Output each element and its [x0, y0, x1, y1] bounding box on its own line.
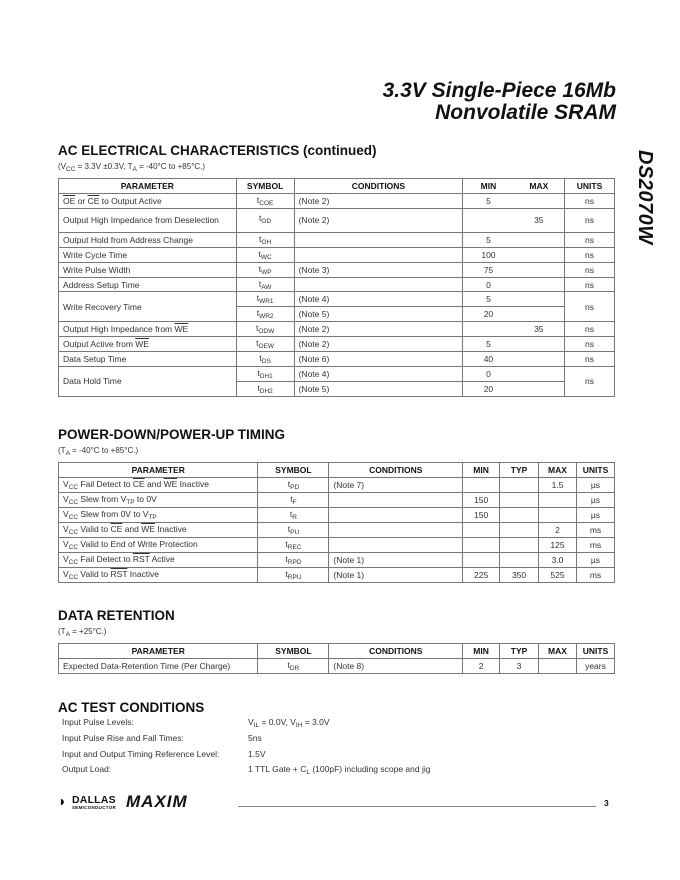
symbol-cell: $t_F$: [258, 493, 329, 508]
table-row: Address Setup Time $t_{AW}$ 0 ns: [59, 277, 615, 292]
col-header-units: UNITS: [576, 644, 614, 659]
param-cell: Write Pulse Width: [59, 262, 237, 277]
units-cell: years: [576, 659, 614, 674]
conditions-cell: [294, 247, 463, 262]
ac-section-conditions: ($V_{CC} = 3.3V \pm 0.3V$, $T_A = -40^\circ C$ to +85°C.): [58, 162, 206, 173]
table-row: $t_{WR2}$ (Note 5) 20: [59, 307, 615, 322]
power-section-conditions: ($T_A = -40^\circ C$ to +85°C.): [58, 446, 139, 457]
table-row: $V_{CC}$ Valid to $\overline{RST}$ Inactive $t_{RPU}$ (Note 1) 225 350 525 ms: [59, 568, 615, 583]
table-row: Output High Impedance from Deselection $t_{OD}$ (Note 2) 35 ns: [59, 208, 615, 232]
power-timing-table: [58, 462, 615, 583]
data-retention-table: [58, 643, 615, 674]
table-row: Expected Data-Retention Time (Per Charge) $t_{DR}$ (Note 8) 2 3 years: [59, 659, 615, 674]
param-cell: Address Setup Time: [59, 277, 237, 292]
param-cell: $V_{CC}$ Fail Detect to $\overline{CE}$ and $\overline{WE}$ Inactive: [59, 478, 258, 493]
units-cell: ns: [565, 366, 615, 396]
col-header-symbol: SYMBOL: [258, 463, 329, 478]
param-cell: Output High Impedance from $\overline{WE}$: [59, 322, 237, 337]
table-row: $\overline{OE}$ or $\overline{CE}$ to Output Active $t_{COE}$ (Note 2) 5 ns: [59, 194, 615, 209]
table-row: Data Hold Time $t_{DH1}$ (Note 4) 0 ns: [59, 366, 615, 381]
symbol-cell: $t_{WR2}$: [236, 307, 294, 322]
col-header-max: MAX: [539, 463, 577, 478]
table-row: Output High Impedance from $\overline{WE}$ $t_{ODW}$ (Note 2) 35 ns: [59, 322, 615, 337]
col-header-parameter: PARAMETER: [59, 463, 258, 478]
col-header-parameter: PARAMETER: [59, 179, 237, 194]
retention-section-conditions: $(T_A = +25^\circ C.)$: [58, 627, 107, 638]
units-cell: ns: [565, 262, 615, 277]
units-cell: ms: [576, 538, 614, 553]
units-cell: ns: [565, 352, 615, 367]
table-row: Output Hold from Address Change $t_{OH}$ 5 ns: [59, 232, 615, 247]
units-cell: µs: [576, 478, 614, 493]
ac-section-title: AC ELECTRICAL CHARACTERISTICS (continued): [58, 143, 377, 158]
param-cell: Output Active from $\overline{WE}$: [59, 337, 237, 352]
power-section-title: POWER-DOWN/POWER-UP TIMING: [58, 427, 285, 442]
title-line-1: 3.3V Single-Piece 16Mb: [382, 79, 616, 102]
symbol-cell: $t_{ODW}$: [236, 322, 294, 337]
part-number-side-label: DS2070W: [634, 150, 656, 245]
page-number: 3: [604, 798, 609, 808]
col-header-conditions: CONDITIONS: [294, 179, 463, 194]
symbol-cell: $t_{PU}$: [258, 523, 329, 538]
param-cell: Data Hold Time: [59, 366, 237, 396]
units-cell: ms: [576, 523, 614, 538]
table-row: $V_{CC}$ Fail Detect to $\overline{CE}$ and $\overline{WE}$ Inactive $t_{PD}$ (Note 7) 1.5 µs: [59, 478, 615, 493]
col-header-min-max: MIN MAX: [463, 179, 565, 194]
symbol-cell: $t_{OEW}$: [236, 337, 294, 352]
param-cell: Expected Data-Retention Time (Per Charge): [59, 659, 258, 674]
conditions-cell: (Note 6): [294, 352, 463, 367]
conditions-cell: (Note 8): [329, 659, 463, 674]
col-header-conditions: CONDITIONS: [329, 644, 463, 659]
param-cell: $V_{CC}$ Fail Detect to $\overline{RST}$ Active: [59, 553, 258, 568]
col-header-units: UNITS: [576, 463, 614, 478]
symbol-cell: $t_{REC}$: [258, 538, 329, 553]
col-header-min: MIN: [463, 463, 500, 478]
units-cell: ms: [576, 568, 614, 583]
conditions-cell: [329, 538, 463, 553]
symbol-cell: $t_{WC}$: [236, 247, 294, 262]
conditions-cell: (Note 2): [294, 322, 463, 337]
table-row: Write Recovery Time $t_{WR1}$ (Note 4) 5 ns: [59, 292, 615, 307]
param-cell: Output High Impedance from Deselection: [59, 208, 237, 232]
table-row: Write Cycle Time $t_{WC}$ 100 ns: [59, 247, 615, 262]
conditions-cell: [294, 277, 463, 292]
param-cell: Data Setup Time: [59, 352, 237, 367]
param-cell: $\overline{OE}$ or $\overline{CE}$ to Output Active: [59, 194, 237, 209]
symbol-cell: $t_{OD}$: [236, 208, 294, 232]
symbol-cell: $t_{DS}$: [236, 352, 294, 367]
param-cell: Write Recovery Time: [59, 292, 237, 322]
param-cell: $V_{CC}$ Slew from $V_{TP}$ to 0V: [59, 493, 258, 508]
param-cell: $V_{CC}$ Slew from 0V to $V_{TP}$: [59, 508, 258, 523]
table-row: Data Setup Time $t_{DS}$ (Note 6) 40 ns: [59, 352, 615, 367]
col-header-symbol: SYMBOL: [258, 644, 329, 659]
table-header-row: [59, 644, 615, 659]
table-row: $V_{CC}$ Slew from $V_{TP}$ to 0V $t_F$ 150 µs: [59, 493, 615, 508]
table-row: $V_{CC}$ Valid to End of Write Protection $t_{REC}$ 125 ms: [59, 538, 615, 553]
col-header-parameter: PARAMETER: [59, 644, 258, 659]
units-cell: ns: [565, 322, 615, 337]
conditions-cell: (Note 2): [294, 337, 463, 352]
param-cell: $V_{CC}$ Valid to End of Write Protection: [59, 538, 258, 553]
conditions-cell: (Note 3): [294, 262, 463, 277]
table-row: $V_{CC}$ Fail Detect to $\overline{RST}$ Active $t_{RPD}$ (Note 1) 3.0 µs: [59, 553, 615, 568]
maxim-logo: MAXIM: [126, 792, 188, 811]
table-row: $t_{DH2}$ (Note 5) 20: [59, 381, 615, 396]
symbol-cell: $t_R$: [258, 508, 329, 523]
symbol-cell: $t_{DH2}$: [236, 381, 294, 396]
symbol-cell: $t_{OH}$: [236, 232, 294, 247]
conditions-cell: (Note 2): [294, 194, 463, 209]
table-header-row: [59, 463, 615, 478]
symbol-cell: $t_{AW}$: [236, 277, 294, 292]
col-header-min: MIN: [463, 644, 500, 659]
symbol-cell: $t_{WR1}$: [236, 292, 294, 307]
col-header-conditions: CONDITIONS: [329, 463, 463, 478]
retention-section-title: DATA RETENTION: [58, 608, 175, 623]
units-cell: ns: [565, 337, 615, 352]
units-cell: µs: [576, 508, 614, 523]
units-cell: ns: [565, 232, 615, 247]
symbol-cell: $t_{DH1}$: [236, 366, 294, 381]
param-cell: Output Hold from Address Change: [59, 232, 237, 247]
conditions-cell: (Note 1): [329, 553, 463, 568]
units-cell: ns: [565, 247, 615, 262]
footer-divider: [238, 806, 596, 807]
table-header-row: [59, 179, 615, 194]
symbol-cell: $t_{WP}$: [236, 262, 294, 277]
symbol-cell: $t_{COE}$: [236, 194, 294, 209]
conditions-cell: [294, 232, 463, 247]
table-row: $V_{CC}$ Valid to $\overline{CE}$ and $\overline{WE}$ Inactive $t_{PU}$ 2 ms: [59, 523, 615, 538]
conditions-cell: (Note 4): [294, 366, 463, 381]
ac-characteristics-table: [58, 178, 615, 397]
table-row: $V_{CC}$ Slew from 0V to $V_{TP}$ $t_R$ 150 µs: [59, 508, 615, 523]
dallas-logo-icon: ◗: [58, 793, 67, 809]
document-title: [383, 80, 616, 124]
param-cell: Write Cycle Time: [59, 247, 237, 262]
conditions-cell: (Note 7): [329, 478, 463, 493]
conditions-cell: (Note 2): [294, 208, 463, 232]
col-header-units: UNITS: [565, 179, 615, 194]
table-row: Write Pulse Width $t_{WP}$ (Note 3) 75 ns: [59, 262, 615, 277]
units-cell: ns: [565, 208, 615, 232]
conditions-cell: (Note 1): [329, 568, 463, 583]
col-header-symbol: SYMBOL: [236, 179, 294, 194]
units-cell: µs: [576, 493, 614, 508]
col-header-typ: TYP: [500, 463, 539, 478]
symbol-cell: $t_{RPD}$: [258, 553, 329, 568]
conditions-cell: (Note 5): [294, 381, 463, 396]
conditions-cell: [329, 523, 463, 538]
title-line-2: Nonvolatile SRAM: [435, 101, 616, 124]
conditions-cell: [329, 493, 463, 508]
col-header-typ: TYP: [500, 644, 539, 659]
units-cell: ns: [565, 194, 615, 209]
test-section-title: AC TEST CONDITIONS: [58, 700, 205, 715]
table-row: Output Active from $\overline{WE}$ $t_{OEW}$ (Note 2) 5 ns: [59, 337, 615, 352]
units-cell: ns: [565, 277, 615, 292]
symbol-cell: $t_{RPU}$: [258, 568, 329, 583]
param-cell: $V_{CC}$ Valid to $\overline{CE}$ and $\overline{WE}$ Inactive: [59, 523, 258, 538]
symbol-cell: $t_{DR}$: [258, 659, 329, 674]
symbol-cell: $t_{PD}$: [258, 478, 329, 493]
conditions-cell: [329, 508, 463, 523]
col-header-max: MAX: [539, 644, 577, 659]
conditions-cell: (Note 5): [294, 307, 463, 322]
conditions-cell: (Note 4): [294, 292, 463, 307]
units-cell: ns: [565, 292, 615, 322]
param-cell: $V_{CC}$ Valid to $\overline{RST}$ Inactive: [59, 568, 258, 583]
units-cell: µs: [576, 553, 614, 568]
